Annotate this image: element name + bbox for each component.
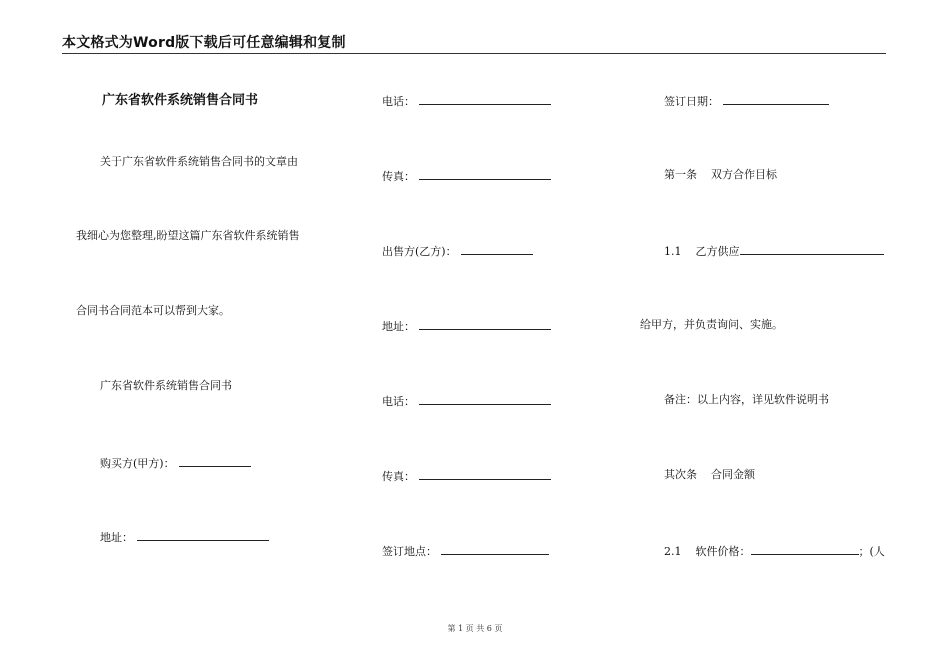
page-header: 本文格式为Word版下载后可任意编辑和复制 — [62, 35, 346, 51]
seller-address-line — [382, 318, 551, 334]
column-3 — [640, 0, 900, 672]
sign-date-blank — [723, 93, 829, 105]
subtitle-line: 广东省软件系统销售合同书 — [100, 379, 232, 392]
buyer-label: 购买方(甲方)： — [100, 457, 175, 470]
column-1 — [62, 0, 342, 672]
intro-line-1: 关于广东省软件系统销售合同书的文章由 — [100, 155, 298, 168]
sign-place-blank — [441, 543, 549, 555]
clause-2-1-line — [664, 543, 885, 559]
seller-fax-line — [382, 468, 551, 484]
seller-label: 出售方(乙方)： — [382, 245, 457, 258]
article-2-title: 合同金额 — [711, 468, 755, 481]
article-2-heading — [664, 468, 755, 482]
seller-fax-label: 传真： — [382, 470, 415, 483]
seller-phone-label: 电话： — [382, 395, 415, 408]
article-2-number: 其次条 — [664, 468, 697, 481]
clause-1-1-continuation: 给甲方，并负责询问、实施。 — [640, 318, 783, 331]
buyer-phone-label: 电话： — [382, 95, 415, 108]
buyer-fax-label: 传真： — [382, 170, 415, 183]
sign-date-line — [664, 93, 829, 109]
article-1-title: 双方合作目标 — [711, 168, 777, 181]
seller-address-blank — [419, 318, 551, 330]
intro-line-3: 合同书合同范本可以帮到大家。 — [76, 304, 230, 317]
buyer-phone-blank — [419, 93, 551, 105]
article-1-heading — [664, 168, 777, 182]
buyer-blank — [179, 455, 251, 467]
intro-line-2: 我细心为您整理,盼望这篇广东省软件系统销售 — [76, 229, 300, 242]
remark-line: 备注：以上内容，详见软件说明书 — [664, 393, 829, 406]
buyer-line — [100, 455, 251, 471]
sign-date-label: 签订日期： — [664, 95, 719, 108]
article-1-number: 第一条 — [664, 168, 697, 181]
buyer-address-blank — [137, 529, 269, 541]
buyer-address-line — [100, 529, 269, 545]
document-title: 广东省软件系统销售合同书 — [102, 93, 259, 108]
seller-fax-blank — [419, 468, 551, 480]
clause-1-1-blank — [740, 243, 884, 255]
sign-place-line — [382, 543, 549, 559]
clause-2-1-text: 软件价格： — [695, 545, 751, 558]
seller-blank — [461, 243, 533, 255]
seller-phone-line — [382, 393, 551, 409]
clause-2-1-tail: ；(人 — [858, 545, 885, 558]
seller-address-label: 地址： — [382, 320, 415, 333]
clause-1-1-line — [664, 243, 884, 259]
seller-phone-blank — [419, 393, 551, 405]
clause-2-1-blank — [751, 543, 859, 555]
buyer-fax-line — [382, 168, 551, 184]
sign-place-label: 签订地点： — [382, 545, 437, 558]
buyer-fax-blank — [419, 168, 551, 180]
seller-line — [382, 243, 533, 259]
clause-1-1-text: 乙方供应 — [695, 245, 740, 258]
buyer-phone-line — [382, 93, 551, 109]
clause-2-1-number: 2.1 — [664, 545, 682, 558]
column-2 — [382, 0, 622, 672]
clause-1-1-number: 1.1 — [664, 245, 682, 258]
page-number-footer: 第 1 页 共 6 页 — [447, 624, 503, 633]
buyer-address-label: 地址： — [100, 531, 133, 544]
